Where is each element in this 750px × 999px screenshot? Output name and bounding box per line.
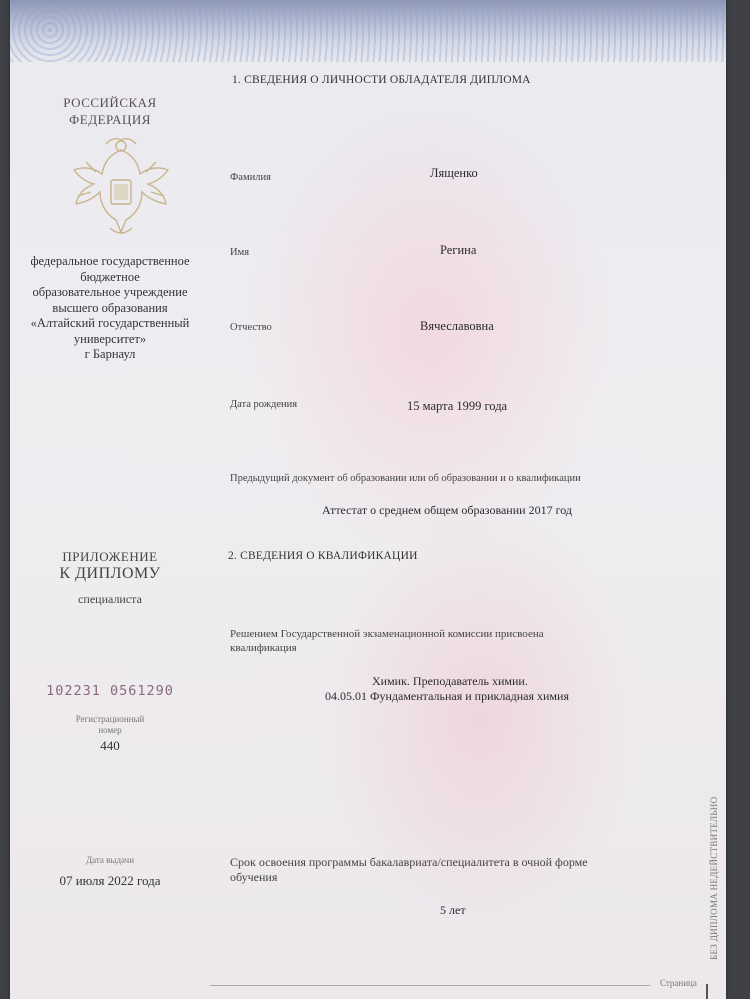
reg-label-line: номер <box>98 725 122 735</box>
previous-document-label: Предыдущий документ об образовании или об образовании и о квалификации <box>230 473 581 484</box>
qualification-value: Химик. Преподаватель химии. <box>372 674 528 688</box>
appendix-degree: специалиста <box>78 592 142 606</box>
guilloche-pattern-band <box>10 0 726 62</box>
decision-label-line: квалификация <box>230 642 297 654</box>
previous-document-value: Аттестат о среднем общем образовании 2017 год <box>322 503 572 517</box>
page-edge-mark <box>706 984 708 999</box>
page-label: Страница <box>660 978 697 988</box>
org-line: «Алтайский государственный <box>30 316 190 330</box>
country-name <box>20 94 200 128</box>
study-term-label-line: обучения <box>230 870 278 884</box>
registration-number: 440 <box>100 738 120 753</box>
registration-label <box>20 714 200 736</box>
org-line: образовательное учреждение <box>32 285 188 299</box>
country-line-2: ФЕДЕРАЦИЯ <box>69 112 151 127</box>
validity-side-text: БЕЗ ДИПЛОМА НЕДЕЙСТВИТЕЛЬНО <box>709 796 719 960</box>
name-value: Регина <box>440 243 477 257</box>
diploma-page <box>10 0 726 999</box>
footer-divider <box>210 985 650 986</box>
section-1-title: 1. СВЕДЕНИЯ О ЛИЧНОСТИ ОБЛАДАТЕЛЯ ДИПЛОМА <box>232 74 531 86</box>
org-line: федеральное государственное <box>30 254 190 268</box>
appendix-title: ПРИЛОЖЕНИЕ <box>62 549 158 564</box>
issue-date: 07 июля 2022 года <box>59 873 161 888</box>
serial-number: 102231 0561290 <box>46 683 174 699</box>
reg-label-line: Регистрационный <box>75 714 145 724</box>
decision-label-line: Решением Государственной экзаменационной комиссии присвоена <box>230 628 544 640</box>
country-line-1: РОССИЙСКАЯ <box>63 95 157 110</box>
name-label: Имя <box>230 247 250 258</box>
study-term-label-line: Срок освоения программы бакалавриата/специалитета в очной форме <box>230 855 588 869</box>
birth-date-label: Дата рождения <box>230 399 298 410</box>
patronymic-value: Вячеславовна <box>420 319 494 333</box>
surname-value: Лященко <box>430 166 478 180</box>
birth-date-value: 15 марта 1999 года <box>407 399 508 413</box>
org-line: высшего образования <box>52 300 168 315</box>
specialty-value: 04.05.01 Фундаментальная и прикладная химия <box>325 689 569 703</box>
section-2-title: 2. СВЕДЕНИЯ О КВАЛИФИКАЦИИ <box>228 550 418 562</box>
org-line: бюджетное <box>80 269 140 284</box>
organization-name <box>20 254 200 363</box>
org-line: г Барнаул <box>84 347 136 361</box>
study-term-label <box>230 855 588 885</box>
surname-label: Фамилия <box>230 172 271 183</box>
study-term-value: 5 лет <box>440 903 466 917</box>
coat-of-arms-emblem-icon <box>66 132 176 244</box>
patronymic-label: Отчество <box>230 322 272 333</box>
issue-date-label: Дата выдачи <box>85 855 135 865</box>
org-line: университет» <box>73 331 147 346</box>
appendix-title-line2: К ДИПЛОМУ <box>59 565 161 582</box>
decision-label <box>230 627 544 655</box>
